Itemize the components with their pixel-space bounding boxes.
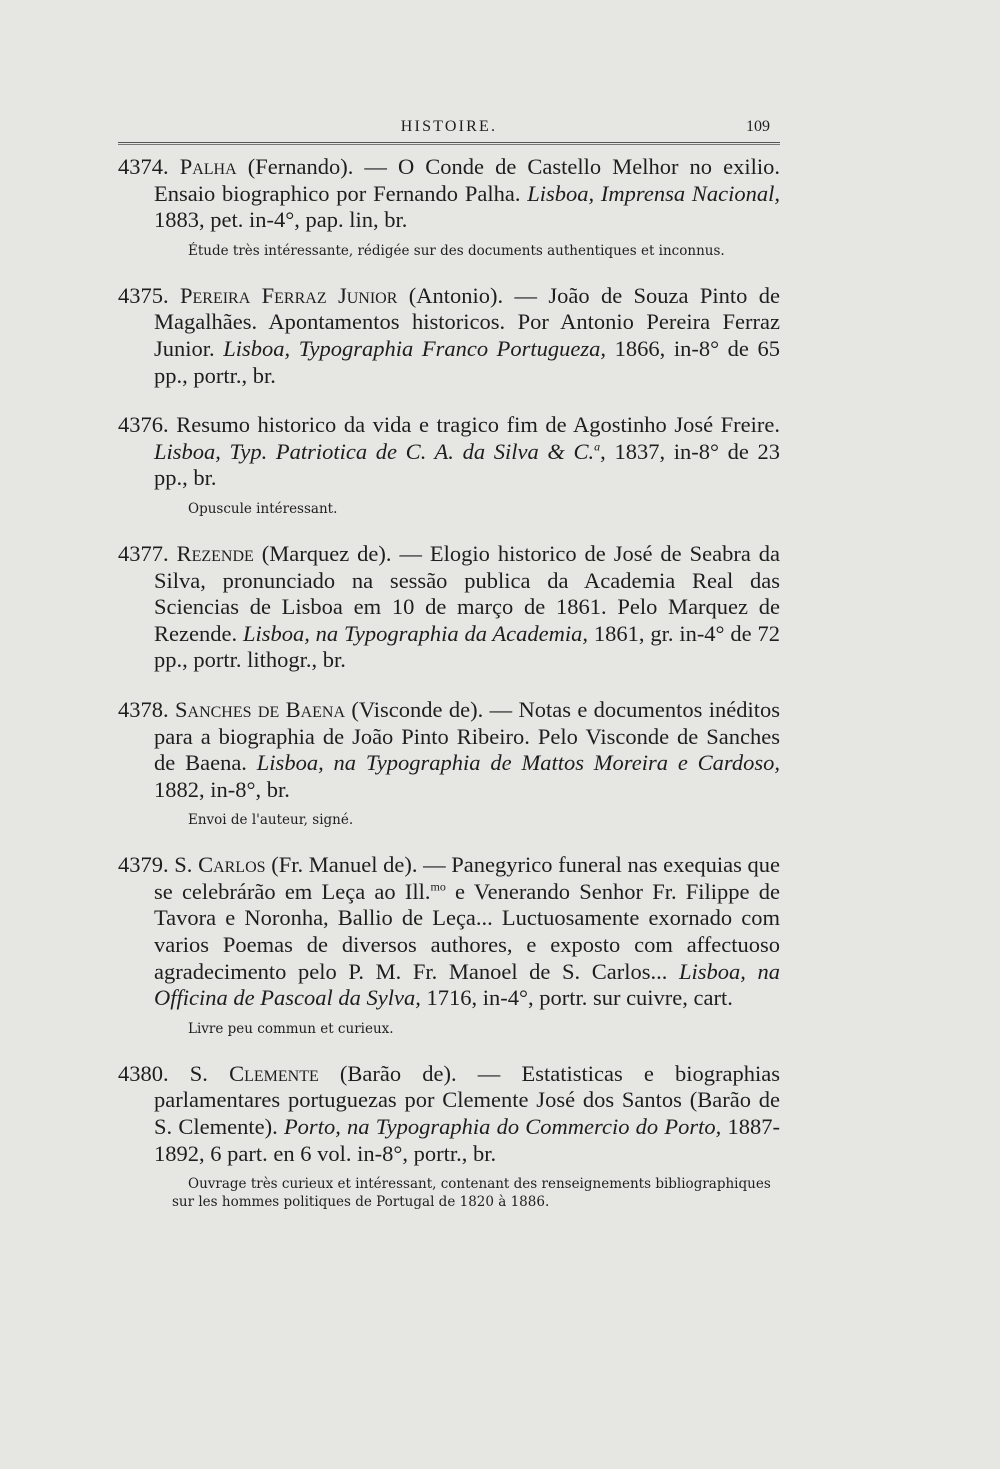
running-header	[118, 118, 780, 144]
entry-description: (Barão de). — Estatisticas e biographias parlamentares portuguezas por Clemente José dos Santos (Barão de S. Clemente).	[154, 1060, 780, 1140]
catalogue-entries	[118, 154, 780, 1234]
catalogue-entry-4380	[118, 1061, 780, 1211]
entry-imprint: Lisboa, Typ. Patriotica de C. A. da Silva & C.	[154, 438, 595, 464]
entry-description: (Fr. Manuel de). — Panegyrico funeral nas exequias que se celebrárão em Leça ao Ill.	[154, 852, 781, 904]
entry-format: , 1837, in-8° de 23 pp., br.	[154, 438, 781, 491]
entry-superscript: mo	[430, 879, 446, 894]
entry-imprint: Porto, na Typographia do Commercio do Porto,	[283, 1114, 722, 1140]
entry-format: 1866, in-8° de 65 pp., portr., br.	[154, 335, 780, 388]
entry-format: 1716, in-4°, portr. sur cuivre, cart.	[420, 985, 733, 1011]
entry-description: (Fernando). — O Conde de Castello Melhor no exilio. Ensaio biographico por Fernando Palha.	[154, 154, 780, 206]
entry-note: Opuscule intéressant.	[188, 500, 338, 517]
entry-imprint: Lisboa, na Typographia da Academia,	[242, 620, 589, 646]
entry-description-continued: e Venerando Senhor Fr. Filippe de Tavora e Noronha, Ballio de Leça... Luctuosamente exornado com varios Poemas de diversos authores, e exposto com affectuoso agradecimento pelo P. M. Fr. Manoel de S. Carlos...	[154, 878, 780, 984]
entry-text	[118, 697, 780, 803]
running-title: HISTOIRE.	[400, 118, 498, 135]
entry-number: 4375.	[118, 282, 169, 308]
catalogue-entry-4379	[118, 852, 780, 1038]
header-rule	[118, 142, 780, 145]
entry-text	[118, 1061, 780, 1167]
entry-text	[118, 852, 780, 1012]
catalogue-entry-4378	[118, 697, 780, 829]
entry-text	[118, 541, 780, 674]
entry-text	[118, 412, 780, 492]
entry-number: 4377.	[118, 540, 169, 566]
entry-author-prefix: S.	[168, 852, 199, 878]
entry-author-prefix: S.	[168, 1060, 230, 1086]
entry-note: Envoi de l'auteur, signé.	[188, 812, 354, 829]
entry-imprint: Lisboa, Imprensa Nacional,	[527, 180, 780, 206]
entry-author: Clemente	[229, 1060, 319, 1086]
entry-imprint: Lisboa, Typographia Franco Portugueza,	[223, 335, 607, 361]
entry-note: Ouvrage très curieux et intéressant, contenant des renseignements bibliographiques sur les hommes politiques de Portugal de 1820 à 1886.	[172, 1176, 771, 1211]
entry-note: Étude très intéressante, rédigée sur des documents authentiques et inconnus.	[188, 242, 725, 259]
entry-author: Pereira Ferraz Junior	[180, 282, 398, 308]
entry-author: Palha	[179, 154, 237, 179]
entry-text	[118, 283, 780, 389]
entry-format: 1883, pet. in-4°, pap. lin, br.	[154, 207, 408, 233]
entry-description: (Visconde de). — Notas e documentos inéditos para a biographia de João Pinto Ribeiro. Pelo Visconde de Sanches de Baena.	[154, 696, 781, 776]
entry-number: 4376.	[118, 412, 169, 438]
catalogue-entry-4375	[118, 283, 780, 389]
page-number: 109	[746, 118, 770, 135]
catalogue-entry-4377	[118, 541, 780, 674]
entry-imprint-superscript: a	[594, 439, 601, 454]
entry-number: 4378.	[118, 696, 169, 722]
entry-imprint: Lisboa, na Officina de Pascoal da Sylva,	[154, 958, 780, 1011]
entry-author: Rezende	[176, 540, 254, 566]
entry-description: (Marquez de). — Elogio historico de José de Seabra da Silva, pronunciado na sessão publica da Academia Real das Sciencias de Lisboa em 10 de março de 1861. Pelo Marquez de Rezende.	[154, 540, 781, 646]
entry-format: 1887-1892, 6 part. en 6 vol. in-8°, portr., br.	[154, 1114, 780, 1166]
entry-format: 1882, in-8°, br.	[154, 776, 290, 802]
entry-description: (Antonio). — João de Souza Pinto de Magalhães. Apontamentos historicos. Por Antonio Pereira Ferraz Junior.	[154, 282, 780, 361]
entry-imprint: Lisboa, na Typographia de Mattos Moreira e Cardoso,	[256, 750, 780, 776]
entry-number: 4374.	[118, 154, 169, 179]
catalogue-entry-4376	[118, 412, 780, 518]
entry-note: Livre peu commun et curieux.	[188, 1020, 394, 1037]
entry-format: 1861, gr. in-4° de 72 pp., portr. lithogr., br.	[154, 620, 780, 673]
entry-number: 4380.	[118, 1060, 169, 1086]
entry-number: 4379.	[118, 852, 169, 878]
entry-author: Sanches de Baena	[175, 696, 346, 722]
entry-description: Resumo historico da vida e tragico fim de Agostinho José Freire.	[168, 412, 780, 438]
catalogue-entry-4374	[118, 154, 780, 260]
entry-author: Carlos	[198, 852, 266, 878]
entry-text	[118, 154, 780, 234]
